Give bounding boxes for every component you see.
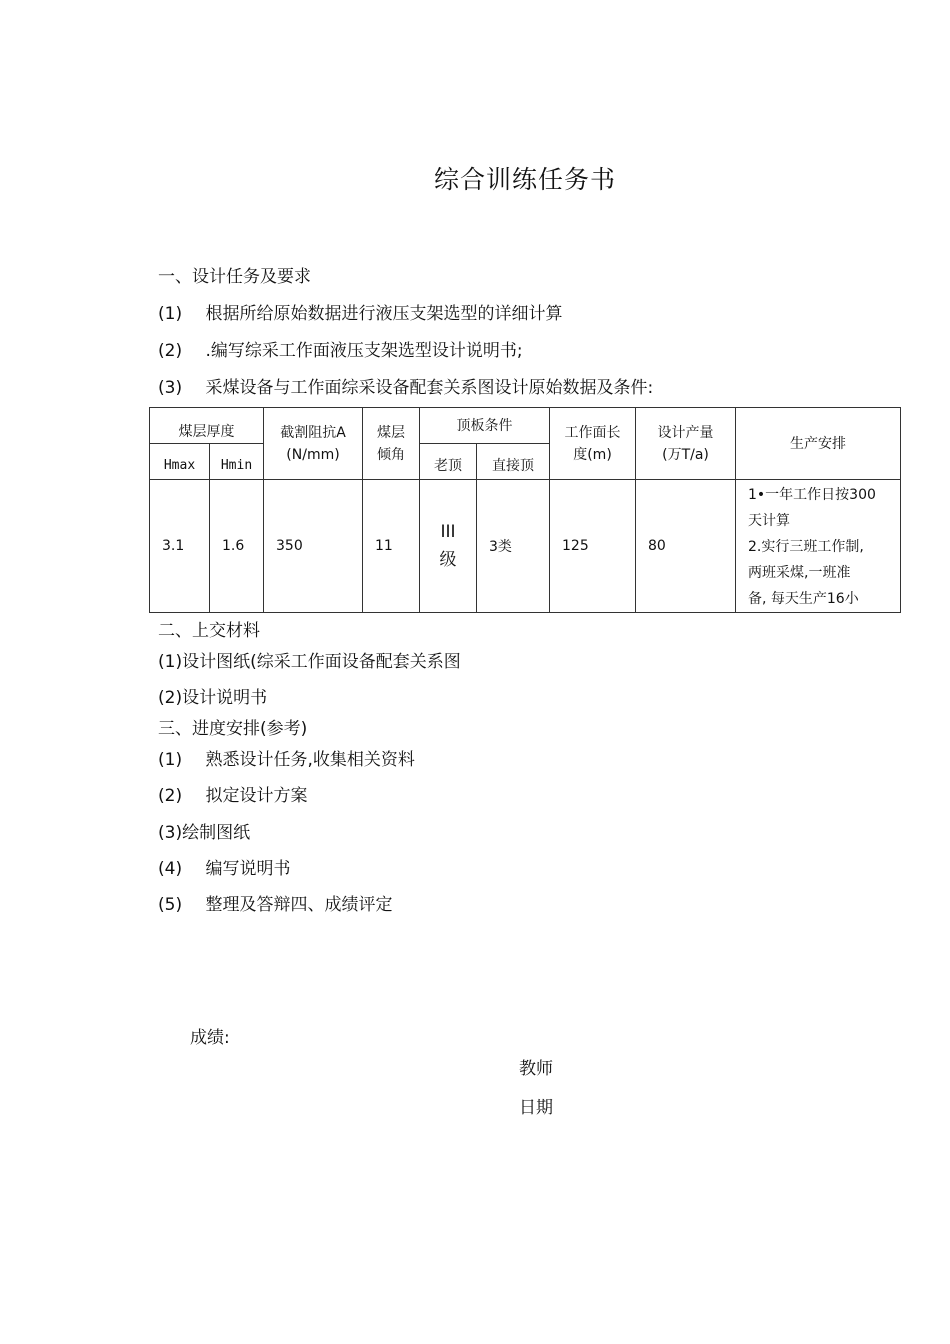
list-item: (2)设计说明书	[158, 688, 268, 708]
cell-hmax: 3.1	[150, 480, 210, 613]
item-text: 拟定设计方案	[205, 786, 308, 806]
item-text: 整理及答辩四、成绩评定	[205, 895, 393, 915]
section-heading: 三、进度安排(参考)	[158, 719, 308, 739]
cell-cutting: 350	[264, 480, 363, 613]
cell-hmin: 1.6	[210, 480, 264, 613]
header-cutting-resistance: 截割阻抗A (N/mm)	[264, 408, 363, 480]
list-item	[158, 336, 523, 361]
header-production-schedule: 生产安排	[736, 408, 901, 480]
item-text: .编写综采工作面液压支架选型设计说明书;	[205, 341, 523, 361]
teacher-label: 教师	[519, 1059, 553, 1079]
list-item	[158, 890, 393, 915]
header-roof-condition: 顶板条件	[420, 408, 550, 444]
header-direct-roof: 直接顶	[477, 444, 550, 480]
header-face-length: 工作面长 度(m)	[550, 408, 636, 480]
date-label: 日期	[519, 1098, 553, 1118]
header-seam-angle: 煤层 倾角	[363, 408, 420, 480]
item-text: 根据所给原始数据进行液压支架选型的详细计算	[205, 304, 563, 324]
score-label: 成绩:	[190, 1028, 230, 1048]
item-number: (1)	[158, 750, 183, 770]
list-item	[158, 299, 563, 324]
section-heading: 一、设计任务及要求	[158, 267, 311, 287]
cell-direct-roof: 3类	[477, 480, 550, 613]
section-heading: 二、上交材料	[158, 621, 260, 641]
cell-old-roof: III 级	[420, 480, 477, 613]
list-item: (1)设计图纸(综采工作面设备配套关系图	[158, 652, 461, 672]
header-seam-thickness: 煤层厚度	[150, 408, 264, 444]
item-number: (2)	[158, 786, 183, 806]
header-design-output: 设计产量 (万T/a)	[636, 408, 736, 480]
cell-output: 80	[636, 480, 736, 613]
page-title: 综合训练任务书	[433, 165, 616, 194]
item-text: 熟悉设计任务,收集相关资料	[205, 750, 415, 770]
header-hmin: Hmin	[210, 444, 264, 480]
list-item	[158, 854, 291, 879]
header-old-roof: 老顶	[420, 444, 477, 480]
list-item: (3)绘制图纸	[158, 823, 251, 843]
cell-face-length: 125	[550, 480, 636, 613]
cell-schedule: 1•一年工作日按300 天计算 2.实行三班工作制, 两班采煤,一班准 备, 每天生产16小	[736, 480, 901, 613]
header-hmax: Hmax	[150, 444, 210, 480]
item-text: 采煤设备与工作面综采设备配套关系图设计原始数据及条件:	[205, 378, 654, 398]
item-text: 编写说明书	[205, 859, 291, 879]
design-data-table	[149, 407, 901, 613]
list-item	[158, 745, 415, 770]
list-item	[158, 373, 653, 398]
item-number: (5)	[158, 895, 183, 915]
item-number: (4)	[158, 859, 183, 879]
list-item	[158, 781, 308, 806]
item-number: (2)	[158, 341, 183, 361]
cell-angle: 11	[363, 480, 420, 613]
item-number: (3)	[158, 378, 183, 398]
item-number: (1)	[158, 304, 183, 324]
